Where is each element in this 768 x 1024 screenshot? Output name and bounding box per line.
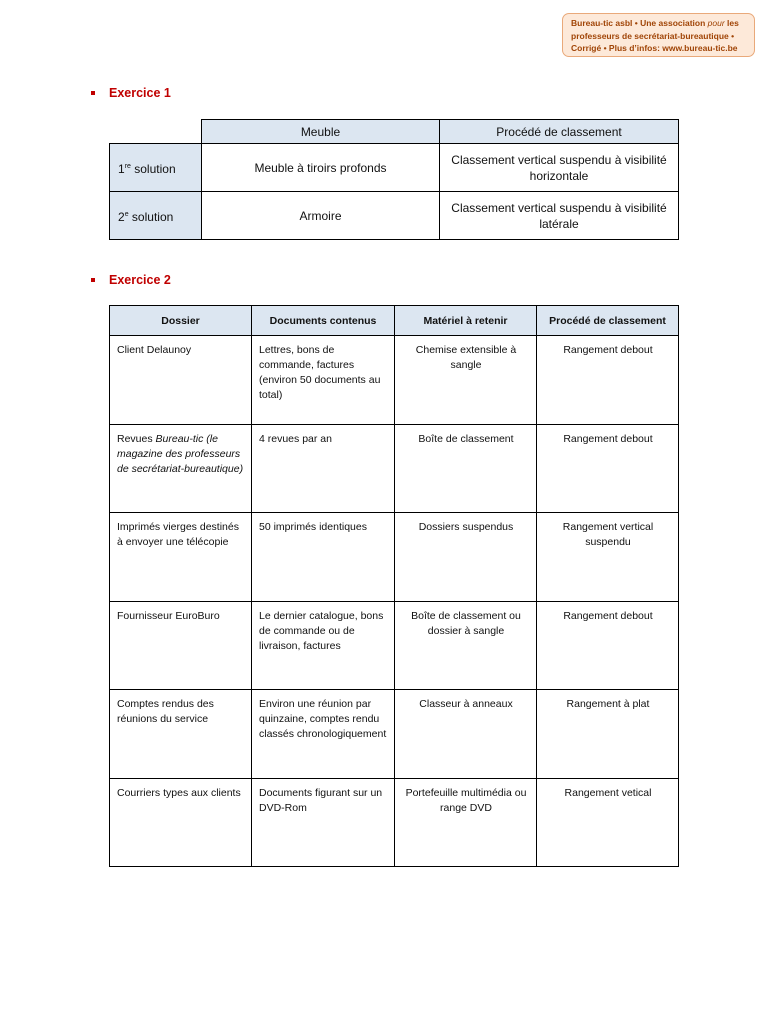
table-cell: Boîte de classement ou dossier à sangle [395, 601, 537, 690]
badge-line-3: Corrigé • Plus d’infos: www.bureau-tic.be [571, 43, 738, 53]
table-cell: Courriers types aux clients [110, 778, 252, 867]
table-cell: Classement vertical suspendu à visibilité horizontale [440, 144, 679, 192]
association-badge [562, 13, 755, 57]
table-cell: Rangement vertical suspendu [537, 513, 679, 602]
table-cell: Portefeuille multimédia ou range DVD [395, 778, 537, 867]
table-cell: Boîte de classement [395, 424, 537, 513]
table-cell: Imprimés vierges destinés à envoyer une télécopie [110, 513, 252, 602]
table-cell: 4 revues par an [252, 424, 395, 513]
table-cell: Classeur à anneaux [395, 690, 537, 779]
column-header: Documents contenus [252, 306, 395, 336]
table-cell: Rangement vetical [537, 778, 679, 867]
table-row [110, 192, 679, 240]
table-cell: Comptes rendus des réunions du service [110, 690, 252, 779]
column-header: Procédé de classement [537, 306, 679, 336]
table-row [110, 144, 679, 192]
exercise-2-heading: Exercice 2 [91, 273, 171, 287]
table-cell: Armoire [202, 192, 440, 240]
table-cell: Rangement debout [537, 424, 679, 513]
table-cell: 50 imprimés identiques [252, 513, 395, 602]
table-row [110, 601, 679, 690]
bullet-icon [91, 278, 95, 282]
table-cell: Fournisseur EuroBuro [110, 601, 252, 690]
table-cell: Rangement debout [537, 336, 679, 425]
table-row [110, 336, 679, 425]
exercise-2-table [109, 305, 679, 867]
badge-line-1: Bureau-tic asbl • Une association pour les [571, 18, 739, 28]
table-cell: Documents figurant sur un DVD-Rom [252, 778, 395, 867]
table-row [110, 424, 679, 513]
column-header: Procédé de classement [440, 120, 679, 144]
table-header-row [110, 306, 679, 336]
exercise-1-table [109, 119, 679, 240]
table-cell: Chemise extensible à sangle [395, 336, 537, 425]
column-header: Dossier [110, 306, 252, 336]
table-row [110, 690, 679, 779]
table-cell: Environ une réunion par quinzaine, comptes rendu classés chronologiquement [252, 690, 395, 779]
table-cell: Revues Bureau-tic (le magazine des professeurs de secrétariat-bureautique) [110, 424, 252, 513]
column-header: Matériel à retenir [395, 306, 537, 336]
column-header: Meuble [202, 120, 440, 144]
row-label: 2e solution [110, 192, 202, 240]
table-cell: Rangement à plat [537, 690, 679, 779]
bullet-icon [91, 91, 95, 95]
table-header-row [110, 120, 679, 144]
table-cell: Classement vertical suspendu à visibilité latérale [440, 192, 679, 240]
table-cell: Dossiers suspendus [395, 513, 537, 602]
table-row [110, 513, 679, 602]
badge-line-2: professeurs de secrétariat-bureautique • [571, 30, 735, 41]
table-cell: Client Delaunoy [110, 336, 252, 425]
row-label: 1re solution [110, 144, 202, 192]
table-cell: Lettres, bons de commande, factures (environ 50 documents au total) [252, 336, 395, 425]
empty-corner-cell [110, 120, 202, 144]
table-cell: Meuble à tiroirs profonds [202, 144, 440, 192]
exercise-1-heading: Exercice 1 [91, 86, 171, 100]
table-cell: Le dernier catalogue, bons de commande ou de livraison, factures [252, 601, 395, 690]
table-cell: Rangement debout [537, 601, 679, 690]
table-row [110, 778, 679, 867]
